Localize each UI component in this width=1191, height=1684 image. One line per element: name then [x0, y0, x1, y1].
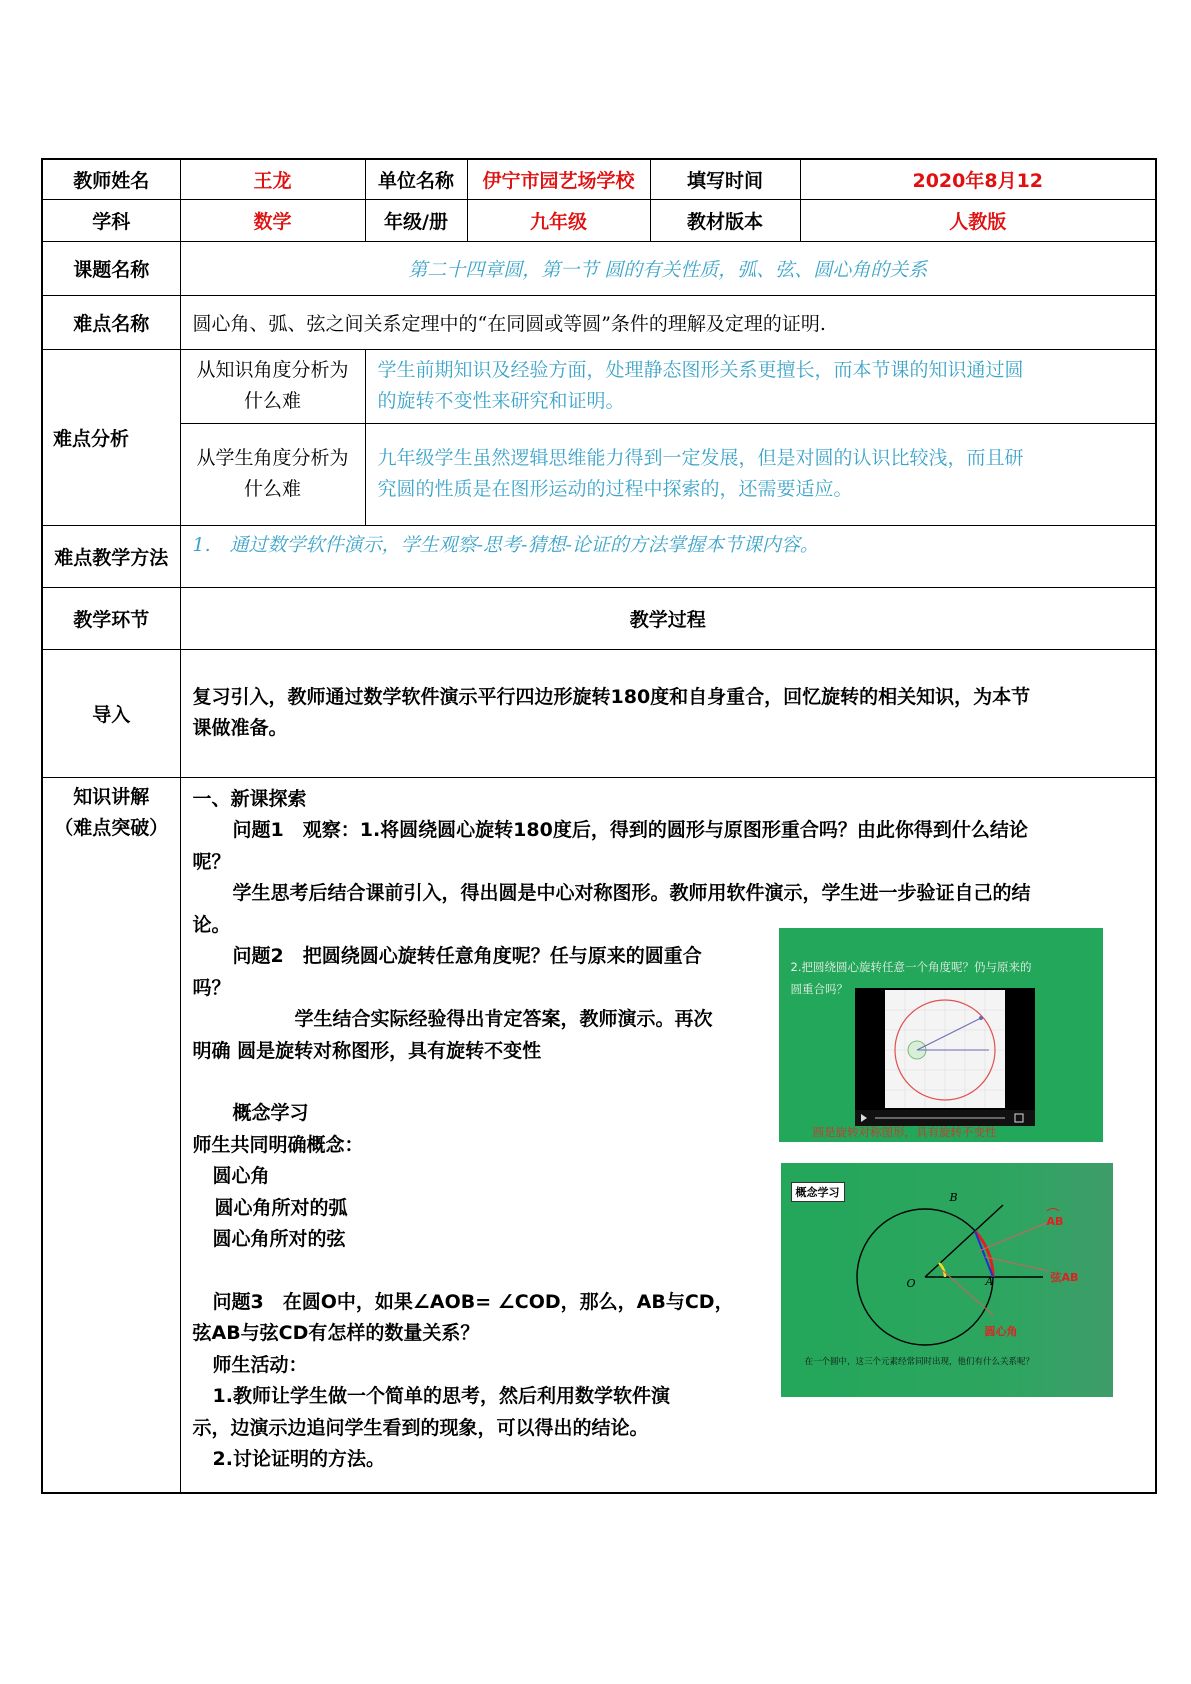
question1-cont: 呢？ — [192, 850, 231, 873]
slide1-question-line1: 2.把圆绕圆心旋转任意一个角度呢？仍与原来的 — [790, 959, 1032, 974]
knowledge-label — [42, 777, 180, 1493]
topic-label: 课题名称 — [42, 241, 180, 295]
subject-value: 数学 — [180, 199, 365, 241]
chord-label: 弦AB — [1050, 1270, 1079, 1284]
concept-intro: 师生共同明确概念： — [192, 1133, 364, 1156]
video-frame — [855, 988, 1035, 1126]
pointer-arc — [979, 1221, 1051, 1251]
analysis-label: 难点分析 — [42, 349, 180, 525]
concept-arc: 圆心角所对的弧 — [214, 1196, 348, 1219]
label-a: A — [985, 1274, 994, 1288]
edition-value: 人教版 — [800, 199, 1156, 241]
student-angle-value-line1: 九年级学生虽然逻辑思维能力得到一定发展，但是对圆的认识比较浅，而且研 — [377, 447, 1024, 469]
lesson-plan-table — [41, 158, 1157, 1494]
process-label: 教学环节 — [42, 587, 180, 649]
question1: 问题1 观察：1.将圆绕圆心旋转180度后，得到的圆形与原图形重合吗？由此你得到什么结论 — [232, 819, 1028, 841]
knowledge-label-line2: （难点突破） — [54, 816, 169, 839]
knowledge-angle-value-line2: 的旋转不变性来研究和证明。 — [377, 390, 625, 412]
topic-value: 第二十四章圆，第一节 圆的有关性质，弧、弦、圆心角的关系 — [180, 241, 1156, 295]
knowledge-angle-label-line1: 从知识角度分析为 — [196, 359, 349, 381]
question2: 问题2 把圆绕圆心旋转任意角度呢？任与原来的圆重合 — [232, 945, 702, 967]
student-response1-cont: 论。 — [192, 913, 231, 936]
activity-step2: 2.讨论证明的方法。 — [212, 1448, 385, 1470]
process-value: 教学过程 — [180, 587, 1156, 649]
intro-value — [180, 649, 1156, 777]
lesson-plan — [41, 158, 1155, 1494]
concept-tag: 概念学习 — [791, 1182, 845, 1202]
question3: 问题3 在圆O中，如果∠AOB= ∠COD，那么，AB与CD， — [212, 1290, 734, 1313]
method-value: 1. 通过数学软件演示，学生观察-思考-猜想-论证的方法掌握本节课内容。 — [180, 525, 1156, 587]
intro-line2: 课做准备。 — [192, 717, 288, 739]
student-response2-cont: 明确 圆是旋转对称图形，具有旋转不变性 — [192, 1039, 542, 1062]
knowledge-angle-value-line1: 学生前期知识及经验方面，处理静态图形关系更擅长，而本节课的知识通过圆 — [377, 359, 1024, 381]
grade-label: 年级/册 — [365, 199, 467, 241]
student-angle-label — [180, 423, 365, 525]
student-angle-label-line1: 从学生角度分析为 — [196, 447, 349, 469]
intro-label: 导入 — [42, 649, 180, 777]
teacher-value: 王龙 — [180, 159, 365, 199]
question3-cont: 弦AB与弦CD有怎样的数量关系？ — [192, 1322, 480, 1344]
concept-central-angle: 圆心角 — [212, 1165, 270, 1187]
slide1-question-line2: 圆重合吗？ — [790, 981, 848, 996]
difficulty-value: 圆心角、弧、弦之间关系定理中的“在同圆或等圆”条件的理解及定理的证明. — [180, 295, 1156, 349]
point-on-circle — [979, 1016, 983, 1020]
question2-cont: 吗？ — [192, 976, 231, 999]
angle-label: 圆心角 — [984, 1324, 1018, 1338]
date-value: 2020年8月12 — [800, 159, 1156, 199]
knowledge-angle-label-line2: 什么难 — [243, 390, 301, 412]
video-player[interactable] — [855, 988, 1035, 1126]
pointer-chord — [985, 1257, 1049, 1271]
concept-heading: 概念学习 — [232, 1102, 309, 1124]
grade-value: 九年级 — [467, 199, 650, 241]
unit-label: 单位名称 — [365, 159, 467, 199]
activity-step1-cont: 示，边演示边追问学生看到的现象，可以得出的结论。 — [192, 1416, 649, 1439]
subject-label: 学科 — [42, 199, 180, 241]
section-heading: 一、新课探索 — [192, 787, 307, 810]
label-b: B — [949, 1190, 958, 1204]
label-o: O — [906, 1276, 916, 1290]
student-angle-value — [365, 423, 1156, 525]
arc-label: AB — [1046, 1214, 1064, 1228]
edition-label: 教材版本 — [650, 199, 800, 241]
teacher-label: 教师姓名 — [42, 159, 180, 199]
arc-symbol — [1047, 1208, 1059, 1211]
slide2-bottom-text: 在一个圆中，这三个元素经常同时出现，他们有什么关系呢？ — [804, 1356, 1035, 1367]
knowledge-label-line1: 知识讲解 — [73, 785, 150, 808]
knowledge-content — [180, 777, 1156, 1493]
date-label: 填写时间 — [650, 159, 800, 199]
student-angle-label-line2: 什么难 — [243, 478, 301, 500]
progress-track[interactable] — [875, 1117, 1005, 1119]
method-label: 难点教学方法 — [42, 525, 180, 587]
concept-chord: 圆心角所对的弦 — [212, 1228, 346, 1250]
unit-value: 伊宁市园艺场学校 — [467, 159, 650, 199]
student-response2: 学生结合实际经验得出肯定答案，教师演示。再次 — [294, 1008, 713, 1030]
knowledge-angle-value — [365, 349, 1156, 423]
intro-line1: 复习引入，教师通过数学软件演示平行四边形旋转180度和自身重合，回忆旋转的相关知识，为本节 — [192, 686, 1031, 708]
knowledge-angle-label — [180, 349, 365, 423]
student-response1: 学生思考后结合课前引入，得出圆是中心对称图形。教师用软件演示，学生进一步验证自己的结 — [232, 882, 1031, 904]
rotation-demo-slide — [779, 928, 1103, 1142]
activity-heading: 师生活动： — [212, 1353, 308, 1376]
difficulty-label: 难点名称 — [42, 295, 180, 349]
student-angle-value-line2: 究圆的性质是在图形运动的过程中探索的，还需要适应。 — [377, 478, 853, 500]
slide1-caption: 圆是旋转对称图形，具有旋转不变性 — [812, 1124, 997, 1139]
activity-step1: 1.教师让学生做一个简单的思考，然后利用数学软件演 — [212, 1385, 670, 1407]
concept-slide — [781, 1163, 1113, 1397]
